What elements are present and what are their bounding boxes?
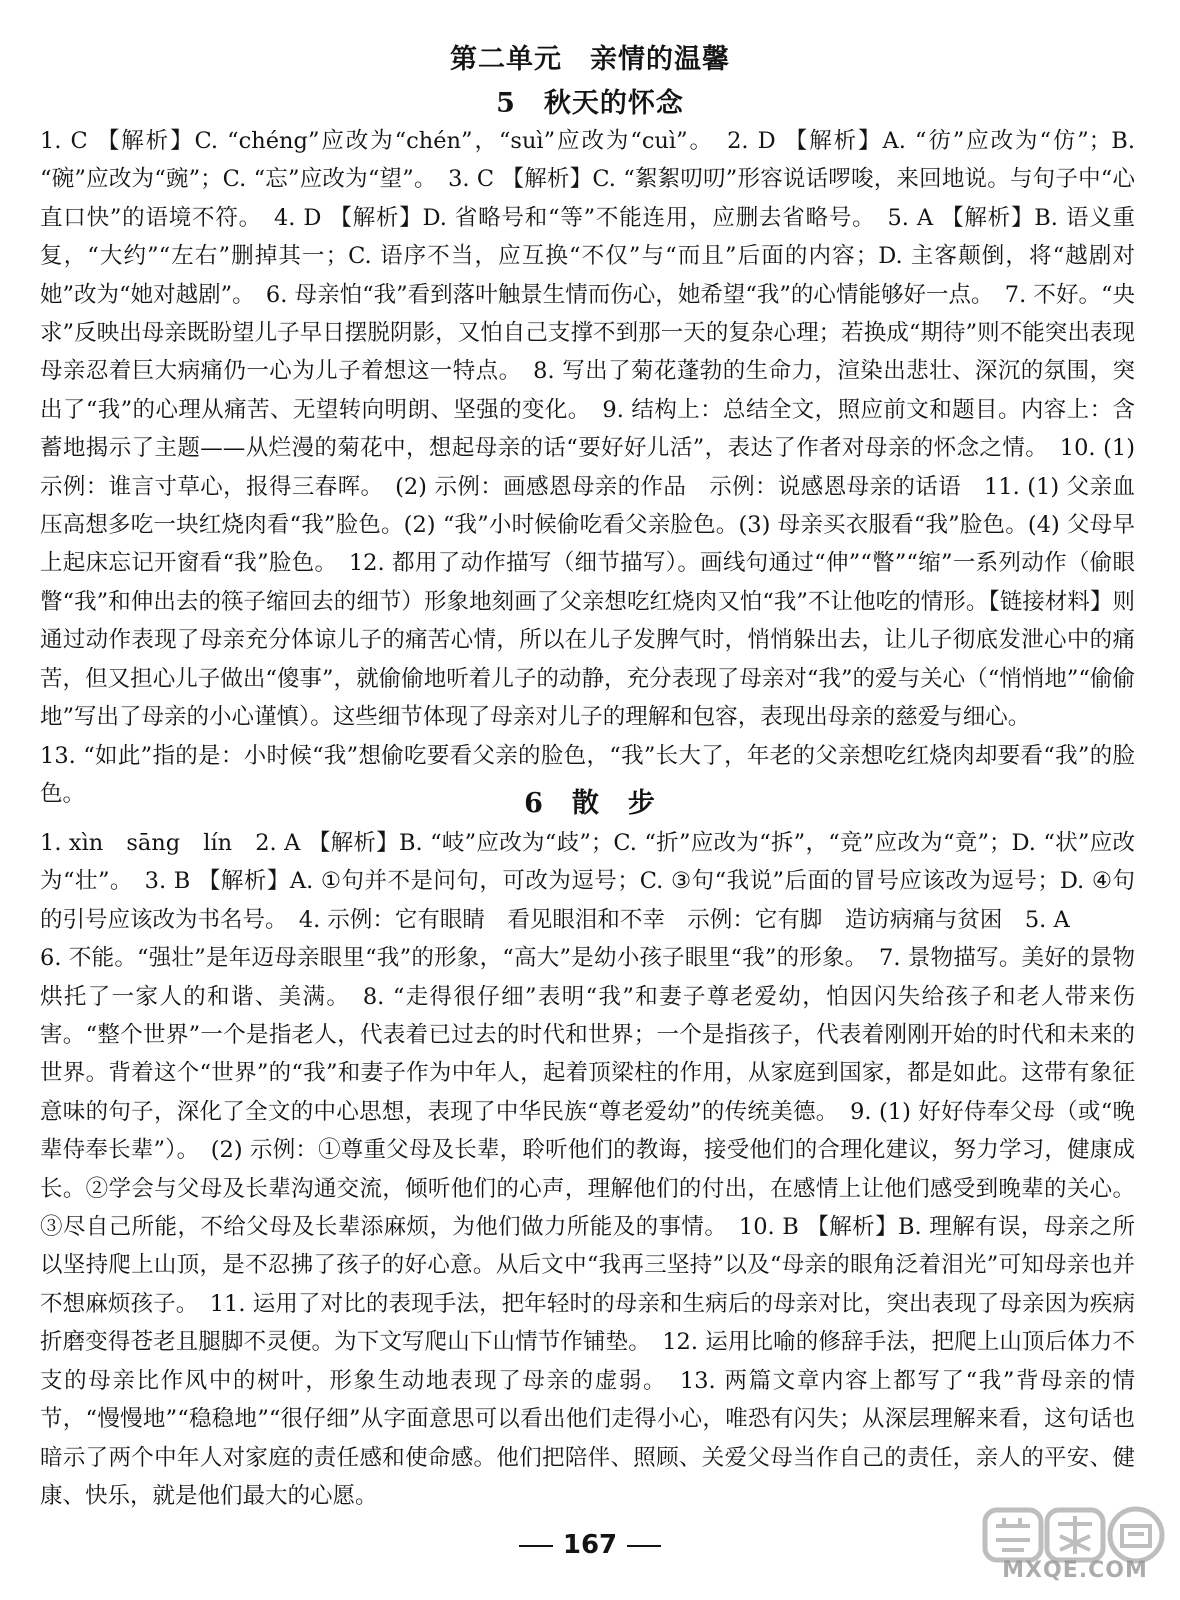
lesson-5-answers (40, 122, 1135, 813)
answer-paragraph: 1. C 【解析】C. “chéng”应改为“chén”，“suì”应改为“cuì”。 2. D 【解析】A. “彷”应改为“仿”；B. “碗”应改为“豌”；C. “忘”应改为“望”。 3. C 【解析】C. “絮絮叨叨”形容说话啰唆，来回地说。与句子中“心直口快”的语境不符。 4. D 【解析】D. 省略号和“等”不能连用，应删去省略号。 5. A 【解析】B. 语义重复，“大约”“左右”删掉其一；C. 语序不当，应互换“不仅”与“而且”后面的内容；D. 主客颠倒，将“越剧对她”改为“她对越剧”。 6. 母亲怕“我”看到落叶触景生情而伤心，她希望“我”的心情能够好一点。 7. 不好。“央求”反映出母亲既盼望儿子早日摆脱阴影，又怕自己支撑不到那一天的复杂心理；若换成“期待”则不能突出表现母亲忍着巨大病痛仍一心为儿子着想这一特点。 8. 写出了菊花蓬勃的生命力，渲染出悲壮、深沉的氛围，突出了“我”的心理从痛苦、无望转向明朗、坚强的变化。 9. 结构上：总结全文，照应前文和题目。内容上：含蓄地揭示了主题——从烂漫的菊花中，想起母亲的话“要好好儿活”，表达了作者对母亲的怀念之情。 10. (1) 示例：谁言寸草心，报得三春晖。 (2) 示例：画感恩母亲的作品 示例：说感恩母亲的话语 11. (1) 父亲血压高想多吃一块红烧肉看“我”脸色。(2) “我”小时候偷吃看父亲脸色。(3) 母亲买衣服看“我”脸色。(4) 父母早上起床忘记开窗看“我”脸色。 12. 都用了动作描写（细节描写）。画线句通过“伸”“瞥”“缩”一系列动作（偷眼瞥“我”和伸出去的筷子缩回去的细节）形象地刻画了父亲想吃红烧肉又怕“我”不让他吃的情形。【链接材料】则通过动作表现了母亲充分体谅儿子的痛苦心情，所以在儿子发脾气时，悄悄躲出去，让儿子彻底发泄心中的痛苦，但又担心儿子做出“傻事”，就偷偷地听着儿子的动静，充分表现了母亲对“我”的爱与关心（“悄悄地”“偷偷地”写出了母亲的小心谨慎）。这些细节体现了母亲对儿子的理解和包容，表现出母亲的慈爱与细心。 (40, 128, 1135, 731)
page-number-dash-right (627, 1545, 661, 1547)
answer-paragraph: 6. 不能。“强壮”是年迈母亲眼里“我”的形象，“高大”是幼小孩子眼里“我”的形象。 7. 景物描写。美好的景物烘托了一家人的和谐、美满。 8. “走得很仔细”表明“我”和妻子尊老爱幼，怕因闪失给孩子和老人带来伤害。“整个世界”一个是指老人，代表着已过去的时代和世界；一个是指孩子，代表着刚刚开始的时代和未来的世界。背着这个“世界”的“我”和妻子作为中年人，起着顶梁柱的作用，从家庭到国家，都是如此。这带有象征意味的句子，深化了全文的中心思想，表现了中华民族“尊老爱幼”的传统美德。 9. (1) 好好侍奉父母（或“晚辈侍奉长辈”）。 (2) 示例：①尊重父母及长辈，聆听他们的教诲，接受他们的合理化建议，努力学习，健康成长。②学会与父母及长辈沟通交流，倾听他们的心声，理解他们的付出，在感情上让他们感受到晚辈的关心。③尽自己所能，不给父母及长辈添麻烦，为他们做力所能及的事情。 10. B 【解析】B. 理解有误，母亲之所以坚持爬上山顶，是不忍拂了孩子的好心意。从后文中“我再三坚持”以及“母亲的眼角泛着泪光”可知母亲也并不想麻烦孩子。 11. 运用了对比的表现手法，把年轻时的母亲和生病后的母亲对比，突出表现了母亲因为疾病折磨变得苍老且腿脚不灵便。为下文写爬山下山情节作铺垫。 12. 运用比喻的修辞手法，把爬上山顶后体力不支的母亲比作风中的树叶，形象生动地表现了母亲的虚弱。 13. 两篇文章内容上都写了“我”背母亲的情节，“慢慢地”“稳稳地”“很仔细”从字面意思可以看出他们走得小心，唯恐有闪失；从深层理解来看，这句话也暗示了两个中年人对家庭的责任感和使命感。他们把陪伴、照顾、关爱父母当作自己的责任，亲人的平安、健康、快乐，就是他们最大的心愿。 (40, 945, 1135, 1509)
lesson-6-title: 6 散 步 (524, 788, 656, 819)
page-number-dash-left (519, 1545, 553, 1547)
watermark-url: MXQE.COM (1002, 1558, 1148, 1583)
lesson-5-title: 5 秋天的怀念 (496, 88, 684, 119)
answer-paragraph: 1. xìn sāng lín 2. A 【解析】B. “岐”应改为“歧”；C. “折”应改为“拆”，“竞”应改为“竟”；D. “状”应改为“壮”。 3. B 【解析】A. ①句并不是问句，可改为逗号；C. ③句“我说”后面的冒号应该改为逗号；D. ④句的引号应该改为书名号。 4. 示例：它有眼睛 看见眼泪和不幸 示例：它有脚 造访病痛与贫困 5. A (40, 830, 1135, 933)
lesson-6-answers (40, 824, 1135, 1515)
page-number-value: 167 (562, 1530, 618, 1560)
answer-paragraph: 13. “如此”指的是：小时候“我”想偷吃要看父亲的脸色，“我”长大了，年老的父亲想吃红烧肉却要看“我”的脸色。 (40, 742, 1135, 807)
unit-title: 第二单元 亲情的温馨 (450, 44, 730, 75)
